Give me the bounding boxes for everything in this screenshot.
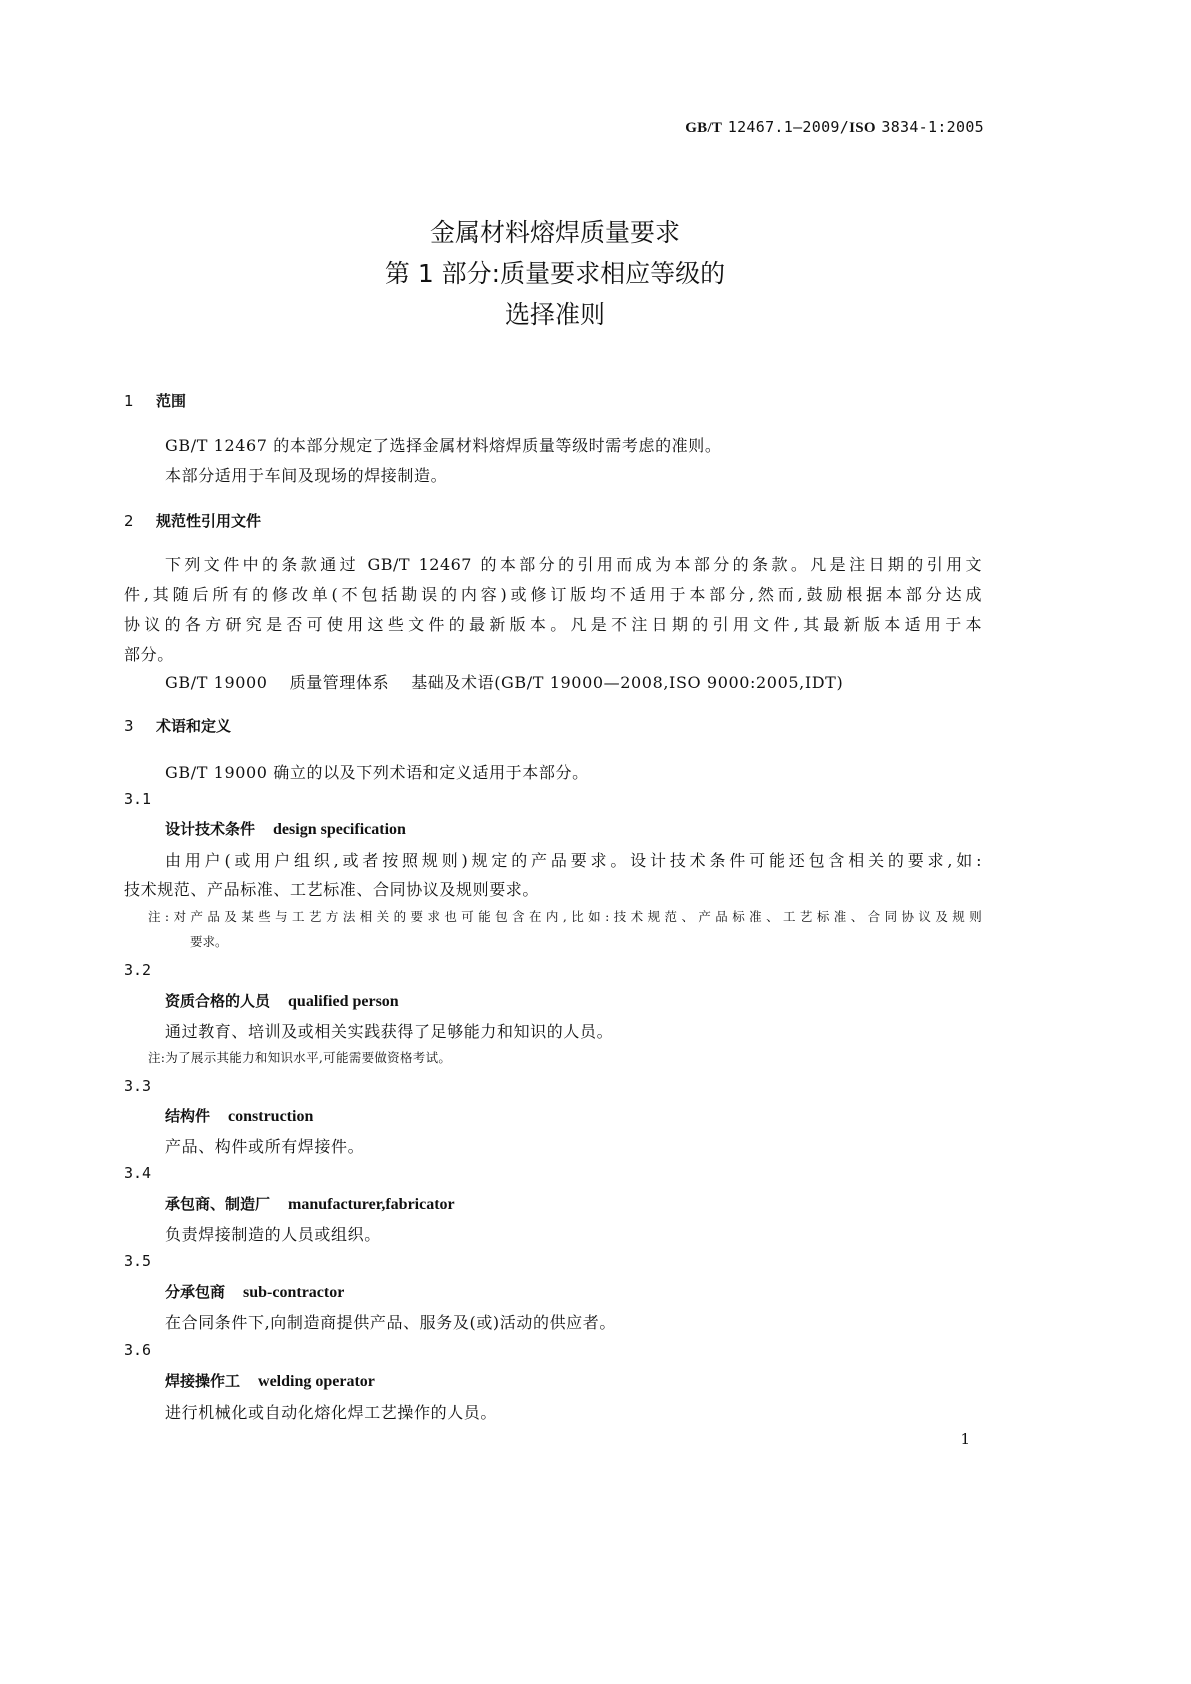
term-zh: 承包商、制造厂 (165, 1195, 271, 1213)
reference-code: GB/T 19000 (165, 673, 268, 692)
term-zh: 结构件 (165, 1107, 211, 1125)
term-number: 3.3 (124, 1077, 152, 1095)
term-definition: 进行机械化或自动化熔化焊工艺操作的人员。 (165, 1403, 498, 1422)
reference-details: 基础及术语(GB/T 19000—2008,ISO 9000:2005,IDT) (411, 673, 844, 692)
page-number: 1 (960, 1430, 970, 1448)
term-heading (165, 1281, 344, 1302)
term-definition: 负责焊接制造的人员或组织。 (165, 1225, 381, 1244)
term-zh: 分承包商 (165, 1283, 226, 1301)
paragraph-line: 下列文件中的条款通过 GB/T 12467 的本部分的引用而成为本部分的条款。凡是注日期的引用文 (165, 555, 982, 574)
standard-code-iso: ISO (849, 120, 876, 136)
term-en: manufacturer,fabricator (288, 1196, 455, 1213)
term-en: construction (228, 1108, 314, 1125)
paragraph: GB/T 12467 的本部分规定了选择金属材料熔焊质量等级时需考虑的准则。 (165, 436, 722, 455)
term-heading (165, 1193, 455, 1214)
title-line-2: 第 1 部分:质量要求相应等级的 (384, 259, 726, 288)
title-line-1: 金属材料熔焊质量要求 (429, 218, 680, 247)
term-definition: 由用户(或用户组织,或者按照规则)规定的产品要求。设计技术条件可能还包含相关的要求,如: (165, 851, 982, 870)
title-line-3: 选择准则 (504, 300, 605, 329)
paragraph-line: 部分。 (124, 645, 174, 664)
term-zh: 焊接操作工 (165, 1372, 241, 1390)
document-title (0, 212, 1110, 335)
term-number: 3.6 (124, 1341, 152, 1359)
term-heading (165, 1105, 313, 1126)
term-number: 3.5 (124, 1252, 152, 1270)
term-definition: 产品、构件或所有焊接件。 (165, 1137, 365, 1156)
section-number: 1 (124, 392, 134, 410)
paragraph-line: 协议的各方研究是否可使用这些文件的最新版本。凡是不注日期的引用文件,其最新版本适用于本 (124, 615, 982, 634)
section-title: 范围 (156, 392, 187, 410)
term-definition: 在合同条件下,向制造商提供产品、服务及(或)活动的供应者。 (165, 1313, 616, 1332)
term-en: sub-contractor (243, 1284, 345, 1301)
term-zh: 设计技术条件 (165, 820, 256, 838)
term-number: 3.1 (124, 790, 152, 808)
reference-title: 质量管理体系 (289, 673, 390, 692)
term-heading (165, 990, 399, 1011)
term-en: qualified person (288, 993, 399, 1010)
term-heading (165, 1370, 375, 1391)
standard-code (685, 118, 984, 137)
standard-code-prefix: GB/T (685, 120, 723, 136)
term-number: 3.4 (124, 1164, 152, 1182)
term-number: 3.2 (124, 961, 152, 979)
section-2-heading (124, 510, 261, 531)
term-zh: 资质合格的人员 (165, 992, 271, 1010)
standard-code-number: 12467.1—2009/ (727, 118, 850, 136)
term-note: 注:为了展示其能力和知识水平,可能需要做资格考试。 (148, 1050, 452, 1065)
paragraph: 本部分适用于车间及现场的焊接制造。 (165, 466, 448, 485)
term-definition: 技术规范、产品标准、工艺标准、合同协议及规则要求。 (124, 880, 540, 899)
section-1-heading (124, 390, 186, 411)
section-number: 3 (124, 717, 134, 735)
section-title: 术语和定义 (156, 717, 232, 735)
section-title: 规范性引用文件 (156, 512, 262, 530)
term-en: welding operator (258, 1373, 375, 1390)
paragraph: GB/T 19000 确立的以及下列术语和定义适用于本部分。 (165, 763, 589, 782)
normative-reference (165, 670, 843, 693)
term-en: design specification (273, 821, 406, 838)
paragraph-line: 件,其随后所有的修改单(不包括勘误的内容)或修订版均不适用于本部分,然而,鼓励根据本部分达成 (124, 585, 982, 604)
term-definition: 通过教育、培训及或相关实践获得了足够能力和知识的人员。 (165, 1022, 614, 1041)
term-heading (165, 818, 406, 839)
term-note: 注:对产品及某些与工艺方法相关的要求也可能包含在内,比如:技术规范、产品标准、工艺标准、合同协议及规则 (148, 909, 982, 924)
term-note: 要求。 (190, 934, 228, 949)
section-number: 2 (124, 512, 134, 530)
standard-code-iso-number: 3834-1:2005 (881, 118, 984, 136)
section-3-heading (124, 715, 231, 736)
